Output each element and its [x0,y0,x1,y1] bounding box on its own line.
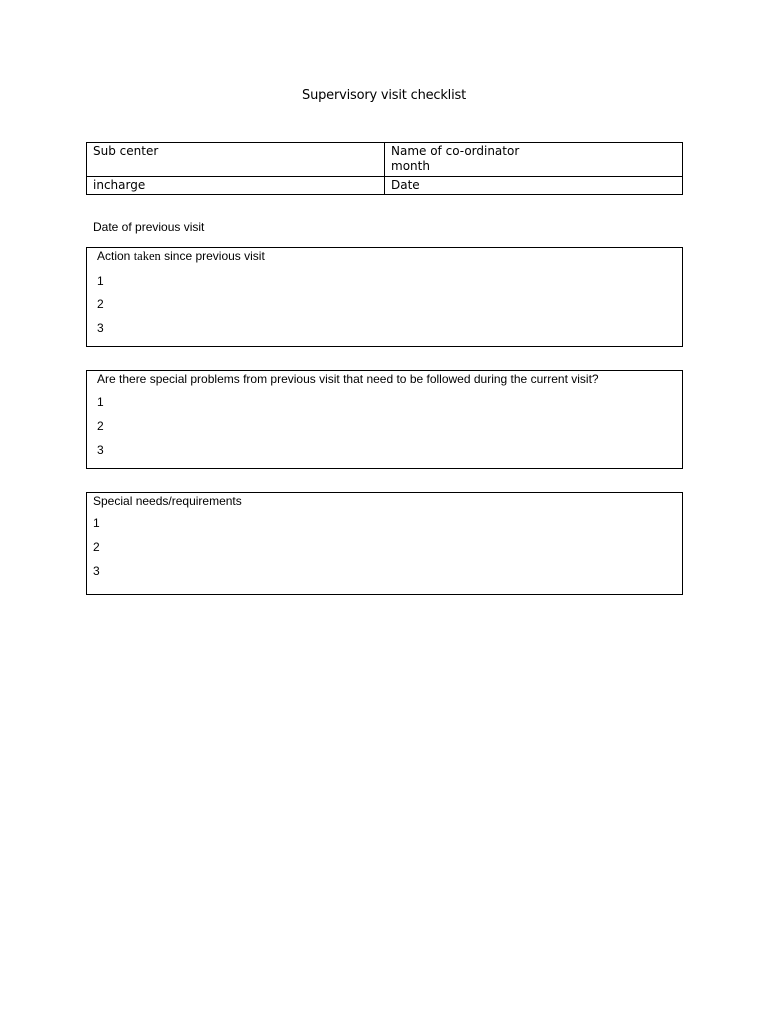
incharge-cell [87,177,385,195]
previous-visit-date-label: Date of previous visit [93,220,205,234]
coordinator-cell [385,143,683,177]
section-heading [97,249,265,264]
date-cell [385,177,683,195]
table-row [87,143,683,177]
list-item: 3 [97,443,104,457]
table-row [87,177,683,195]
list-item: 2 [97,419,104,433]
list-item: 3 [97,321,104,335]
list-item: 3 [93,564,100,578]
list-item: 2 [93,540,100,554]
date-label: Date [391,178,420,192]
incharge-label: incharge [93,178,146,192]
sub-center-cell [87,143,385,177]
coordinator-name-label: Name of co-ordinator [391,144,520,158]
sub-center-label: Sub center [93,144,159,158]
section-heading: Special needs/requirements [93,494,242,508]
list-item: 1 [93,516,100,530]
info-table [86,142,683,195]
coordinator-month-label: month [391,159,430,173]
page-title: Supervisory visit checklist [302,88,466,103]
section-heading-part: Action [97,249,134,263]
section-heading-part: since previous visit [160,249,265,263]
section-heading-part: taken [133,249,161,263]
list-item: 1 [97,274,104,288]
action-taken-section [86,247,683,347]
special-problems-section [86,370,683,469]
list-item: 2 [97,297,104,311]
list-item: 1 [97,395,104,409]
section-heading: Are there special problems from previous visit that need to be followed during the current visit? [97,372,599,386]
special-needs-section [86,492,683,595]
